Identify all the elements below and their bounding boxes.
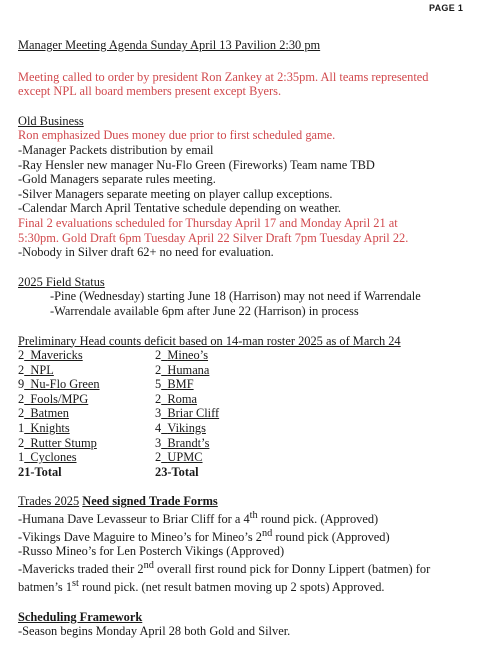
headcount-row bbox=[155, 450, 292, 465]
headcount-team: Brandt’s bbox=[167, 435, 210, 450]
trades-heading bbox=[18, 494, 468, 509]
field-status-section bbox=[18, 275, 468, 319]
headcount-count: 2 bbox=[18, 362, 25, 377]
old-business-line: 5:30pm. Gold Draft 6pm Tuesday April 22 Silver Draft 7pm Tuesday April 22. bbox=[18, 230, 409, 245]
headcount-row bbox=[18, 421, 155, 436]
scheduling-section bbox=[18, 610, 468, 639]
headcount-row bbox=[18, 348, 155, 363]
headcount-count: 4 bbox=[155, 421, 162, 436]
scheduling-line: -Season begins Monday April 28 both Gold and Silver. bbox=[18, 624, 291, 639]
headcount-team: Roma bbox=[167, 391, 198, 406]
old-business-line: -Gold Managers separate rules meeting. bbox=[18, 172, 216, 187]
headcount-team: NPL bbox=[30, 362, 54, 377]
headcount-row bbox=[155, 421, 292, 436]
headcount-count: 9 bbox=[18, 377, 25, 392]
field-status-heading: 2025 Field Status bbox=[18, 274, 105, 289]
old-business-line: -Ray Hensler new manager Nu-Flo Green (Fireworks) Team name TBD bbox=[18, 157, 375, 172]
headcount-total: 23-Total bbox=[155, 464, 199, 479]
agenda-title: Manager Meeting Agenda Sunday April 13 Pavilion 2:30 pm bbox=[18, 38, 321, 52]
headcount-row bbox=[155, 392, 292, 407]
headcount-right-column bbox=[155, 348, 292, 479]
headcount-team: Humana bbox=[167, 362, 210, 377]
headcount-section bbox=[18, 334, 468, 480]
old-business-line: -Manager Packets distribution by email bbox=[18, 142, 214, 157]
headcount-count: 2 bbox=[155, 348, 162, 363]
trades-heading-label: Trades 2025 bbox=[18, 494, 80, 509]
trade-line: -Russo Mineo’s for Len Posterch Vikings (Approved) bbox=[18, 544, 285, 559]
old-business-section bbox=[18, 114, 468, 260]
headcount-count: 2 bbox=[18, 348, 25, 363]
headcount-count: 2 bbox=[18, 406, 25, 421]
headcount-count: 1 bbox=[18, 450, 25, 465]
old-business-heading: Old Business bbox=[18, 113, 84, 128]
headcount-count: 5 bbox=[155, 377, 162, 392]
headcount-row bbox=[18, 392, 155, 407]
headcount-count: 2 bbox=[155, 450, 162, 465]
old-business-line: Ron emphasized Dues money due prior to first scheduled game. bbox=[18, 128, 336, 143]
headcount-count: 2 bbox=[155, 362, 162, 377]
trade-line: batmen’s 1st round pick. (net result batmen moving up 2 spots) Approved. bbox=[18, 577, 385, 594]
headcount-columns bbox=[18, 348, 468, 479]
headcount-team: Cyclones bbox=[30, 450, 77, 465]
old-business-line: -Calendar March April Tentative schedule depending on weather. bbox=[18, 201, 342, 216]
headcount-row bbox=[155, 406, 292, 421]
meeting-opening bbox=[18, 70, 468, 99]
old-business-line: -Nobody in Silver draft 62+ no need for evaluation. bbox=[18, 245, 274, 260]
trade-line: -Vikings Dave Maguire to Mineo’s for Mineo’s 2nd round pick (Approved) bbox=[18, 527, 390, 544]
trade-line: -Humana Dave Levasseur to Briar Cliff for a 4th round pick. (Approved) bbox=[18, 510, 379, 527]
field-status-line: -Warrendale available 6pm after June 22 (Harrison) in process bbox=[50, 303, 359, 318]
page-number: PAGE 1 bbox=[429, 3, 464, 13]
headcount-count: 3 bbox=[155, 435, 162, 450]
headcount-left-column bbox=[18, 348, 155, 479]
field-status-line: -Pine (Wednesday) starting June 18 (Harrison) may not need if Warrendale bbox=[50, 289, 421, 304]
headcount-team: Rutter Stump bbox=[30, 435, 97, 450]
headcount-row bbox=[18, 436, 155, 451]
headcount-team: Mineo’s bbox=[167, 348, 209, 363]
headcount-count: 2 bbox=[18, 435, 25, 450]
headcount-row bbox=[155, 377, 292, 392]
opening-line: except NPL all board members present except Byers. bbox=[18, 84, 282, 99]
headcount-team: Nu-Flo Green bbox=[30, 377, 100, 392]
trades-section bbox=[18, 494, 468, 594]
scheduling-heading: Scheduling Framework bbox=[18, 609, 143, 624]
opening-line: Meeting called to order by president Ron Zankey at 2:35pm. All teams represented bbox=[18, 69, 429, 84]
trade-line: -Mavericks traded their 2nd overall first round pick for Donny Lippert (batmen) for bbox=[18, 560, 431, 577]
headcount-row bbox=[18, 406, 155, 421]
headcount-team: Batmen bbox=[30, 406, 69, 421]
headcount-row bbox=[18, 363, 155, 378]
headcount-team: Vikings bbox=[167, 421, 206, 436]
headcount-team: Briar Cliff bbox=[167, 406, 220, 421]
headcount-team: Mavericks bbox=[30, 348, 83, 363]
headcount-row bbox=[155, 436, 292, 451]
headcount-row bbox=[155, 363, 292, 378]
headcount-team: BMF bbox=[167, 377, 194, 392]
headcount-count: 2 bbox=[155, 391, 162, 406]
agenda-document bbox=[18, 38, 468, 639]
headcount-row bbox=[155, 348, 292, 363]
headcount-team: UPMC bbox=[167, 450, 203, 465]
headcount-row bbox=[18, 450, 155, 465]
headcount-heading: Preliminary Head counts deficit based on 14-man roster 2025 as of March 24 bbox=[18, 333, 401, 348]
headcount-row bbox=[18, 377, 155, 392]
headcount-total: 21-Total bbox=[18, 464, 62, 479]
headcount-count: 3 bbox=[155, 406, 162, 421]
headcount-count: 1 bbox=[18, 421, 25, 436]
old-business-line: -Silver Managers separate meeting on player callup exceptions. bbox=[18, 186, 333, 201]
headcount-team: Fools/MPG bbox=[30, 391, 89, 406]
old-business-line: Final 2 evaluations scheduled for Thursday April 17 and Monday April 21 at bbox=[18, 215, 398, 230]
headcount-team: Knights bbox=[30, 421, 70, 436]
headcount-count: 2 bbox=[18, 391, 25, 406]
trades-heading-note: Need signed Trade Forms bbox=[82, 494, 218, 509]
